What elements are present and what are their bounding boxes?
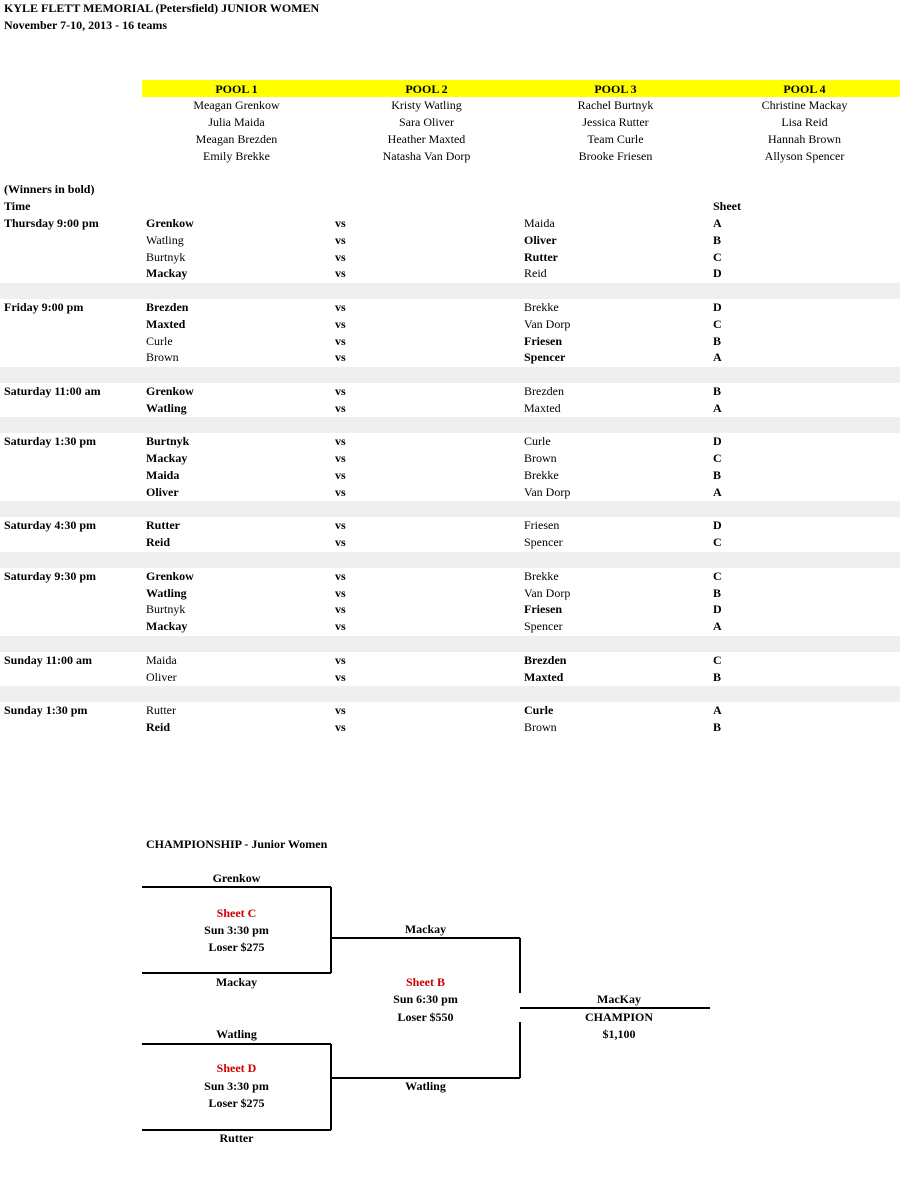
team-a: Watling bbox=[146, 232, 184, 247]
winners-note: (Winners in bold) bbox=[4, 182, 95, 196]
vs-label: vs bbox=[335, 316, 346, 331]
team-a: Watling bbox=[146, 400, 187, 415]
team-a: Mackay bbox=[146, 619, 188, 634]
team-a: Oliver bbox=[146, 484, 179, 499]
draw-time: Saturday 9:30 pm bbox=[4, 568, 97, 583]
sheet-letter: A bbox=[713, 703, 722, 718]
semi2-top-team: Watling bbox=[216, 1027, 257, 1041]
vs-label: vs bbox=[335, 652, 346, 667]
team-b: Rutter bbox=[524, 249, 558, 264]
team-b: Friesen bbox=[524, 602, 562, 617]
sheet-column-header: Sheet bbox=[713, 199, 741, 213]
vs-label: vs bbox=[335, 518, 346, 533]
semi2-loser-prize: Loser $275 bbox=[208, 1096, 265, 1110]
sheet-letter: B bbox=[713, 585, 722, 600]
draw-time: Saturday 4:30 pm bbox=[4, 518, 97, 533]
pool-team: Rachel Burtnyk bbox=[577, 98, 654, 112]
vs-label: vs bbox=[335, 720, 346, 734]
team-b: Van Dorp bbox=[524, 585, 571, 600]
pool-team: Kristy Watling bbox=[391, 98, 462, 112]
team-b: Brown bbox=[524, 720, 557, 734]
team-b: Spencer bbox=[524, 619, 563, 634]
final-top-team: Mackay bbox=[404, 922, 447, 936]
vs-label: vs bbox=[335, 384, 346, 398]
team-a: Curle bbox=[146, 333, 173, 348]
sheet-letter: D bbox=[713, 602, 722, 617]
final-bottom-team: Watling bbox=[405, 1079, 446, 1093]
draw-time: Sunday 1:30 pm bbox=[4, 703, 88, 718]
vs-label: vs bbox=[335, 669, 346, 684]
vs-label: vs bbox=[335, 300, 346, 314]
pool-team: Julia Maida bbox=[208, 115, 265, 129]
team-a: Reid bbox=[146, 535, 170, 550]
sheet-letter: B bbox=[713, 468, 722, 482]
final-sheet: Sheet B bbox=[406, 975, 445, 989]
pool-team: Meagan Brezden bbox=[195, 132, 278, 146]
champion-prize: $1,100 bbox=[602, 1027, 636, 1041]
vs-label: vs bbox=[335, 602, 346, 617]
draw-time: Thursday 9:00 pm bbox=[4, 216, 99, 230]
team-b: Friesen bbox=[524, 333, 562, 348]
semi1-time: Sun 3:30 pm bbox=[204, 923, 269, 937]
pool-team: Natasha Van Dorp bbox=[382, 149, 471, 163]
semi2-sheet: Sheet D bbox=[216, 1061, 257, 1075]
pool-team: Heather Maxted bbox=[387, 132, 466, 146]
sheet-letter: C bbox=[713, 535, 722, 550]
vs-label: vs bbox=[335, 585, 346, 600]
team-a: Mackay bbox=[146, 451, 188, 466]
semi1-top-team: Grenkow bbox=[212, 871, 261, 885]
champion-name: MacKay bbox=[597, 992, 641, 1006]
pool-team: Brooke Friesen bbox=[578, 149, 653, 163]
pool-team: Allyson Spencer bbox=[764, 149, 845, 163]
pool-team: Meagan Grenkow bbox=[193, 98, 280, 112]
team-b: Brezden bbox=[524, 652, 567, 667]
team-b: Brown bbox=[524, 451, 557, 466]
team-a: Burtnyk bbox=[146, 602, 186, 617]
pool-team: Emily Brekke bbox=[203, 149, 270, 163]
sheet-letter: A bbox=[713, 619, 722, 634]
draw-time: Saturday 1:30 pm bbox=[4, 434, 97, 449]
team-b: Brezden bbox=[524, 384, 564, 398]
team-b: Reid bbox=[524, 266, 547, 281]
team-b: Brekke bbox=[524, 300, 559, 314]
team-a: Reid bbox=[146, 720, 170, 734]
pool-team: Team Curle bbox=[587, 132, 644, 146]
pool-team: Christine Mackay bbox=[761, 98, 848, 112]
sheet-letter: C bbox=[713, 249, 722, 264]
vs-label: vs bbox=[335, 216, 346, 230]
vs-label: vs bbox=[335, 434, 346, 449]
team-a: Brown bbox=[146, 350, 179, 365]
team-a: Grenkow bbox=[146, 568, 194, 583]
vs-label: vs bbox=[335, 484, 346, 499]
team-b: Friesen bbox=[524, 518, 560, 533]
team-b: Curle bbox=[524, 434, 551, 449]
vs-label: vs bbox=[335, 703, 346, 718]
semi1-loser-prize: Loser $275 bbox=[208, 940, 265, 954]
team-b: Maxted bbox=[524, 669, 564, 684]
team-b: Van Dorp bbox=[524, 316, 571, 331]
team-b: Van Dorp bbox=[524, 484, 571, 499]
team-a: Watling bbox=[146, 585, 187, 600]
vs-label: vs bbox=[335, 249, 346, 264]
team-a: Maida bbox=[146, 652, 177, 667]
sheet-letter: C bbox=[713, 316, 722, 331]
sheet-letter: C bbox=[713, 451, 722, 466]
team-b: Maida bbox=[524, 216, 555, 230]
final-time: Sun 6:30 pm bbox=[393, 992, 458, 1006]
team-a: Rutter bbox=[146, 703, 176, 718]
team-b: Spencer bbox=[524, 350, 566, 365]
pool-team: Jessica Rutter bbox=[582, 115, 649, 129]
sheet-letter: C bbox=[713, 652, 722, 667]
sheet-letter: C bbox=[713, 568, 722, 583]
team-a: Burtnyk bbox=[146, 249, 186, 264]
team-b: Oliver bbox=[524, 232, 557, 247]
champion-label: CHAMPION bbox=[585, 1010, 653, 1024]
vs-label: vs bbox=[335, 266, 346, 281]
sheet-letter: D bbox=[713, 300, 722, 314]
team-a: Brezden bbox=[146, 300, 189, 314]
team-b: Brekke bbox=[524, 468, 559, 482]
sheet-letter: B bbox=[713, 384, 722, 398]
team-b: Brekke bbox=[524, 568, 559, 583]
vs-label: vs bbox=[335, 619, 346, 634]
sheet-letter: D bbox=[713, 266, 722, 281]
page-title: KYLE FLETT MEMORIAL (Petersfield) JUNIOR WOMEN bbox=[4, 1, 320, 15]
sheet-letter: B bbox=[713, 669, 722, 684]
team-b: Spencer bbox=[524, 535, 563, 550]
sheet-letter: A bbox=[713, 400, 722, 415]
sheet-letter: B bbox=[713, 232, 722, 247]
sheet-letter: B bbox=[713, 720, 722, 734]
vs-label: vs bbox=[335, 400, 346, 415]
team-a: Grenkow bbox=[146, 384, 194, 398]
team-b: Maxted bbox=[524, 400, 561, 415]
pool-header: POOL 3 bbox=[594, 82, 637, 96]
vs-label: vs bbox=[335, 333, 346, 348]
team-b: Curle bbox=[524, 703, 554, 718]
semi1-sheet: Sheet C bbox=[216, 906, 257, 920]
semi2-time: Sun 3:30 pm bbox=[204, 1079, 269, 1093]
team-a: Maida bbox=[146, 468, 180, 482]
draw-time: Friday 9:00 pm bbox=[4, 300, 84, 314]
team-a: Maxted bbox=[146, 316, 186, 331]
sheet-letter: A bbox=[713, 216, 722, 230]
vs-label: vs bbox=[335, 468, 346, 482]
pool-team: Sara Oliver bbox=[399, 115, 454, 129]
team-a: Grenkow bbox=[146, 216, 194, 230]
pool-header: POOL 4 bbox=[783, 82, 826, 96]
final-loser-prize: Loser $550 bbox=[397, 1010, 454, 1024]
draw-time: Sunday 11:00 am bbox=[4, 652, 93, 667]
semi2-bottom-team: Rutter bbox=[219, 1131, 254, 1145]
sheet-letter: A bbox=[713, 484, 722, 499]
team-a: Rutter bbox=[146, 518, 180, 533]
sheet-letter: D bbox=[713, 434, 722, 449]
semi1-bottom-team: Mackay bbox=[215, 975, 258, 989]
vs-label: vs bbox=[335, 232, 346, 247]
vs-label: vs bbox=[335, 535, 346, 550]
sheet-letter: D bbox=[713, 518, 722, 533]
pool-team: Lisa Reid bbox=[781, 115, 828, 129]
sheet-letter: B bbox=[713, 333, 722, 348]
pool-header: POOL 1 bbox=[215, 82, 258, 96]
championship-title: CHAMPIONSHIP - Junior Women bbox=[146, 837, 328, 851]
team-a: Mackay bbox=[146, 266, 188, 281]
vs-label: vs bbox=[335, 568, 346, 583]
draw-time: Saturday 11:00 am bbox=[4, 384, 101, 398]
team-a: Oliver bbox=[146, 669, 177, 684]
vs-label: vs bbox=[335, 451, 346, 466]
team-a: Burtnyk bbox=[146, 434, 190, 449]
pool-team: Hannah Brown bbox=[768, 132, 841, 146]
time-column-header: Time bbox=[4, 199, 31, 213]
vs-label: vs bbox=[335, 350, 346, 365]
page-subtitle: November 7-10, 2013 - 16 teams bbox=[4, 18, 168, 32]
pool-header: POOL 2 bbox=[405, 82, 448, 96]
sheet-letter: A bbox=[713, 350, 722, 365]
